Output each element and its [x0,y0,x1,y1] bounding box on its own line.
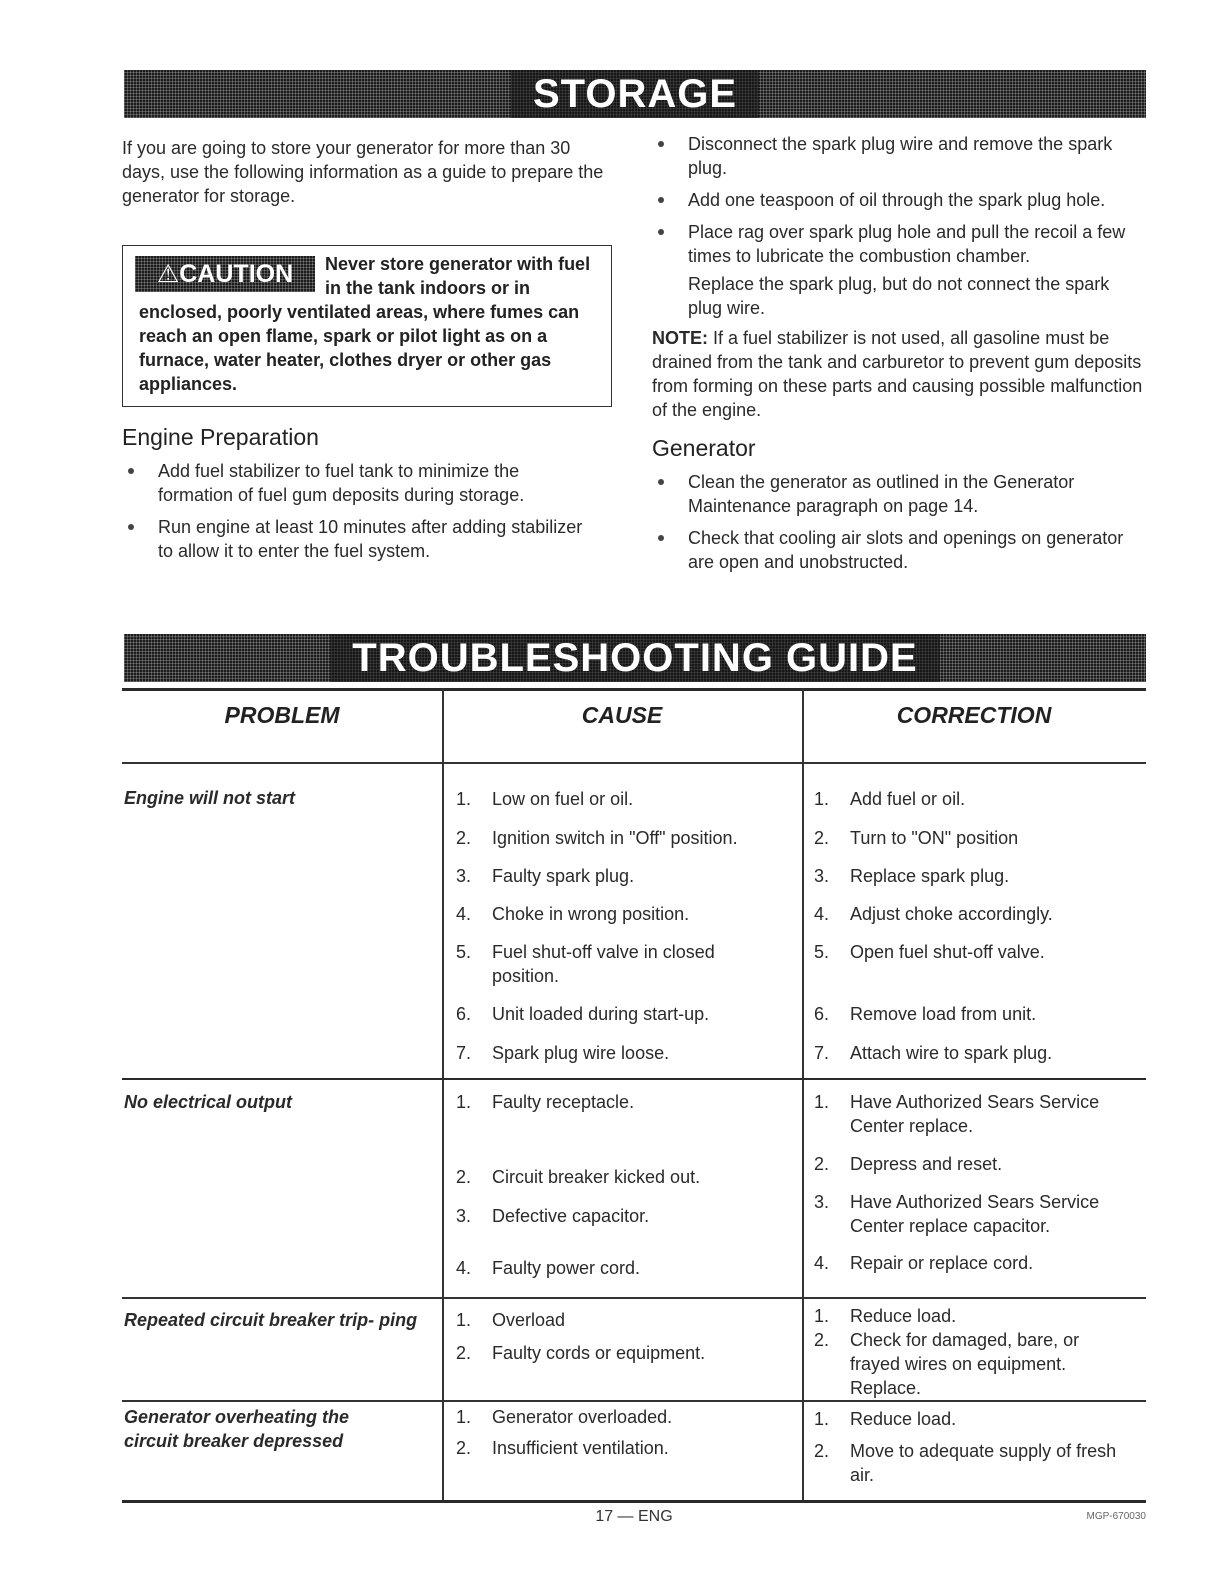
caution-text: Never store generator with fuel in the tank indoors or in enclosed, poorly ventilated areas, where fumes can reach an open flame, spark or pilot light as on a furnace, water heater, clothes dryer or other gas appliances. [139,254,591,394]
list-item [652,132,1147,180]
item-number: 2. [814,828,830,848]
troubleshooting-banner [124,634,1146,682]
list-item [652,526,1147,574]
document-code: MGP-670030 [1086,1511,1146,1522]
item-number: 5. [814,942,830,962]
header-correction: CORRECTION [896,702,1052,728]
list-item-text: Disconnect the spark plug wire and remove the spark plug. [688,134,1113,178]
item-text: Reduce load. [850,1409,957,1429]
item-number: 2. [814,1330,830,1350]
bullet-icon [658,141,664,147]
list-item [122,515,592,563]
item-number: 1. [814,1306,830,1326]
list-item [652,188,1147,212]
list-item-text: Clean the generator as outlined in the Generator Maintenance paragraph on page 14. [688,472,1075,516]
generator-heading: Generator [652,435,756,461]
item-number: 5. [456,942,472,962]
note-text: If a fuel stabilizer is not used, all gasoline must be drained from the tank and carburetor to prevent gum deposits from forming on these parts and causing possible malfunction of the engine. [652,328,1143,420]
bullet-icon [658,197,664,203]
item-number: 4. [456,904,472,924]
item-text: Add fuel or oil. [850,789,966,809]
item-number: 1. [814,1092,830,1112]
storage-title: STORAGE [511,70,759,118]
engine-prep-heading: Engine Preparation [122,424,319,450]
item-text: Insufficient ventilation. [492,1438,669,1458]
list-item-text: Run engine at least 10 minutes after adding stabilizer to allow it to enter the fuel system. [158,517,583,561]
column-divider [802,688,804,1502]
item-number: 6. [814,1004,830,1024]
problem-no-electrical-output: No electrical output [124,1092,293,1112]
bullet-icon [128,524,134,530]
spark-plug-list [652,132,1147,268]
list-item [652,220,1147,268]
list-item-text: Check that cooling air slots and openings on generator are open and unobstructed. [688,528,1124,572]
item-number: 1. [456,1092,472,1112]
note-paragraph [652,326,1147,422]
item-text: Have Authorized Sears Service Center replace capacitor. [850,1192,1100,1236]
bullet-icon [658,535,664,541]
item-text: Open fuel shut-off valve. [850,942,1045,962]
item-number: 1. [456,1407,472,1427]
item-number: 2. [456,828,472,848]
troubleshooting-title: TROUBLESHOOTING GUIDE [330,634,939,682]
item-text: Move to adequate supply of fresh air. [850,1441,1117,1485]
caution-box [122,245,612,407]
item-number: 7. [456,1043,472,1063]
item-text: Ignition switch in "Off" position. [492,828,738,848]
engine-prep-list [122,459,592,563]
generator-list [652,470,1147,574]
item-text: Faulty cords or equipment. [492,1343,706,1363]
storage-intro: If you are going to store your generator for more than 30 days, use the following information as a guide to prepare the generator for storage. [122,138,604,206]
item-number: 1. [814,789,830,809]
note-label: NOTE: [652,328,708,348]
bullet-icon [128,468,134,474]
header-cause: CAUSE [581,702,663,728]
item-text: Faulty receptacle. [492,1092,635,1112]
problem-generator-overheating: Generator overheating the circuit breaker depressed [124,1407,350,1451]
caution-label: ⚠CAUTION [156,260,294,288]
problem-engine-will-not-start: Engine will not start [124,788,296,808]
caution-badge [135,256,315,292]
item-text: Check for damaged, bare, or frayed wires on equipment. Replace. [850,1330,1080,1398]
item-text: Turn to "ON" position [850,828,1019,848]
item-number: 1. [456,1310,472,1330]
storage-intro-block [122,136,612,208]
storage-right-column [652,132,1147,582]
header-problem: PROBLEM [224,702,340,728]
page-number: 17 — ENG [595,1508,673,1525]
item-number: 1. [814,1409,830,1429]
row-divider [122,1297,1146,1299]
item-text: Attach wire to spark plug. [850,1043,1053,1063]
item-text: Fuel shut-off valve in closed position. [492,942,715,986]
item-text: Adjust choke accordingly. [850,904,1053,924]
list-item-text: Add fuel stabilizer to fuel tank to minimize the formation of fuel gum deposits during storage. [158,461,525,505]
item-text: Unit loaded during start-up. [492,1004,710,1024]
engine-prep-section [122,425,592,571]
item-text: Replace spark plug. [850,866,1010,886]
item-text: Remove load from unit. [850,1004,1037,1024]
problem-repeated-breaker-tripping: Repeated circuit breaker trip- ping [124,1310,418,1330]
list-item-text: Add one teaspoon of oil through the spark plug hole. [688,190,1106,210]
item-text: Spark plug wire loose. [492,1043,670,1063]
item-text: Overload [492,1310,566,1330]
item-number: 6. [456,1004,472,1024]
item-text: Reduce load. [850,1306,957,1326]
header-rule [122,762,1146,764]
item-text: Generator overloaded. [492,1407,673,1427]
list-item [652,470,1147,518]
table-bottom-rule [122,1500,1146,1503]
item-number: 3. [456,866,472,886]
item-number: 7. [814,1043,830,1063]
item-number: 2. [814,1154,830,1174]
item-number: 1. [456,789,472,809]
item-text: Faulty power cord. [492,1258,641,1278]
item-number: 3. [814,866,830,886]
item-number: 3. [456,1206,472,1226]
list-item-text: Place rag over spark plug hole and pull the recoil a few times to lubricate the combustion chamber. [688,222,1126,266]
item-text: Faulty spark plug. [492,866,635,886]
replace-plug-text: Replace the spark plug, but do not connect the spark plug wire. [688,274,1110,318]
item-number: 2. [456,1167,472,1187]
item-text: Have Authorized Sears Service Center replace. [850,1092,1100,1136]
row-divider [122,1400,1146,1402]
item-number: 2. [456,1343,472,1363]
bullet-icon [658,479,664,485]
item-text: Depress and reset. [850,1154,1003,1174]
column-divider [442,688,444,1502]
item-text: Repair or replace cord. [850,1253,1034,1273]
item-text: Defective capacitor. [492,1206,650,1226]
row-divider [122,1078,1146,1080]
item-number: 4. [814,904,830,924]
item-number: 2. [456,1438,472,1458]
item-text: Choke in wrong position. [492,904,690,924]
item-text: Circuit breaker kicked out. [492,1167,701,1187]
table-top-rule [122,688,1146,691]
item-text: Low on fuel or oil. [492,789,634,809]
list-item [122,459,592,507]
bullet-icon [658,229,664,235]
item-number: 3. [814,1192,830,1212]
item-number: 4. [456,1258,472,1278]
item-number: 4. [814,1253,830,1273]
storage-banner [124,70,1146,118]
item-number: 2. [814,1441,830,1461]
